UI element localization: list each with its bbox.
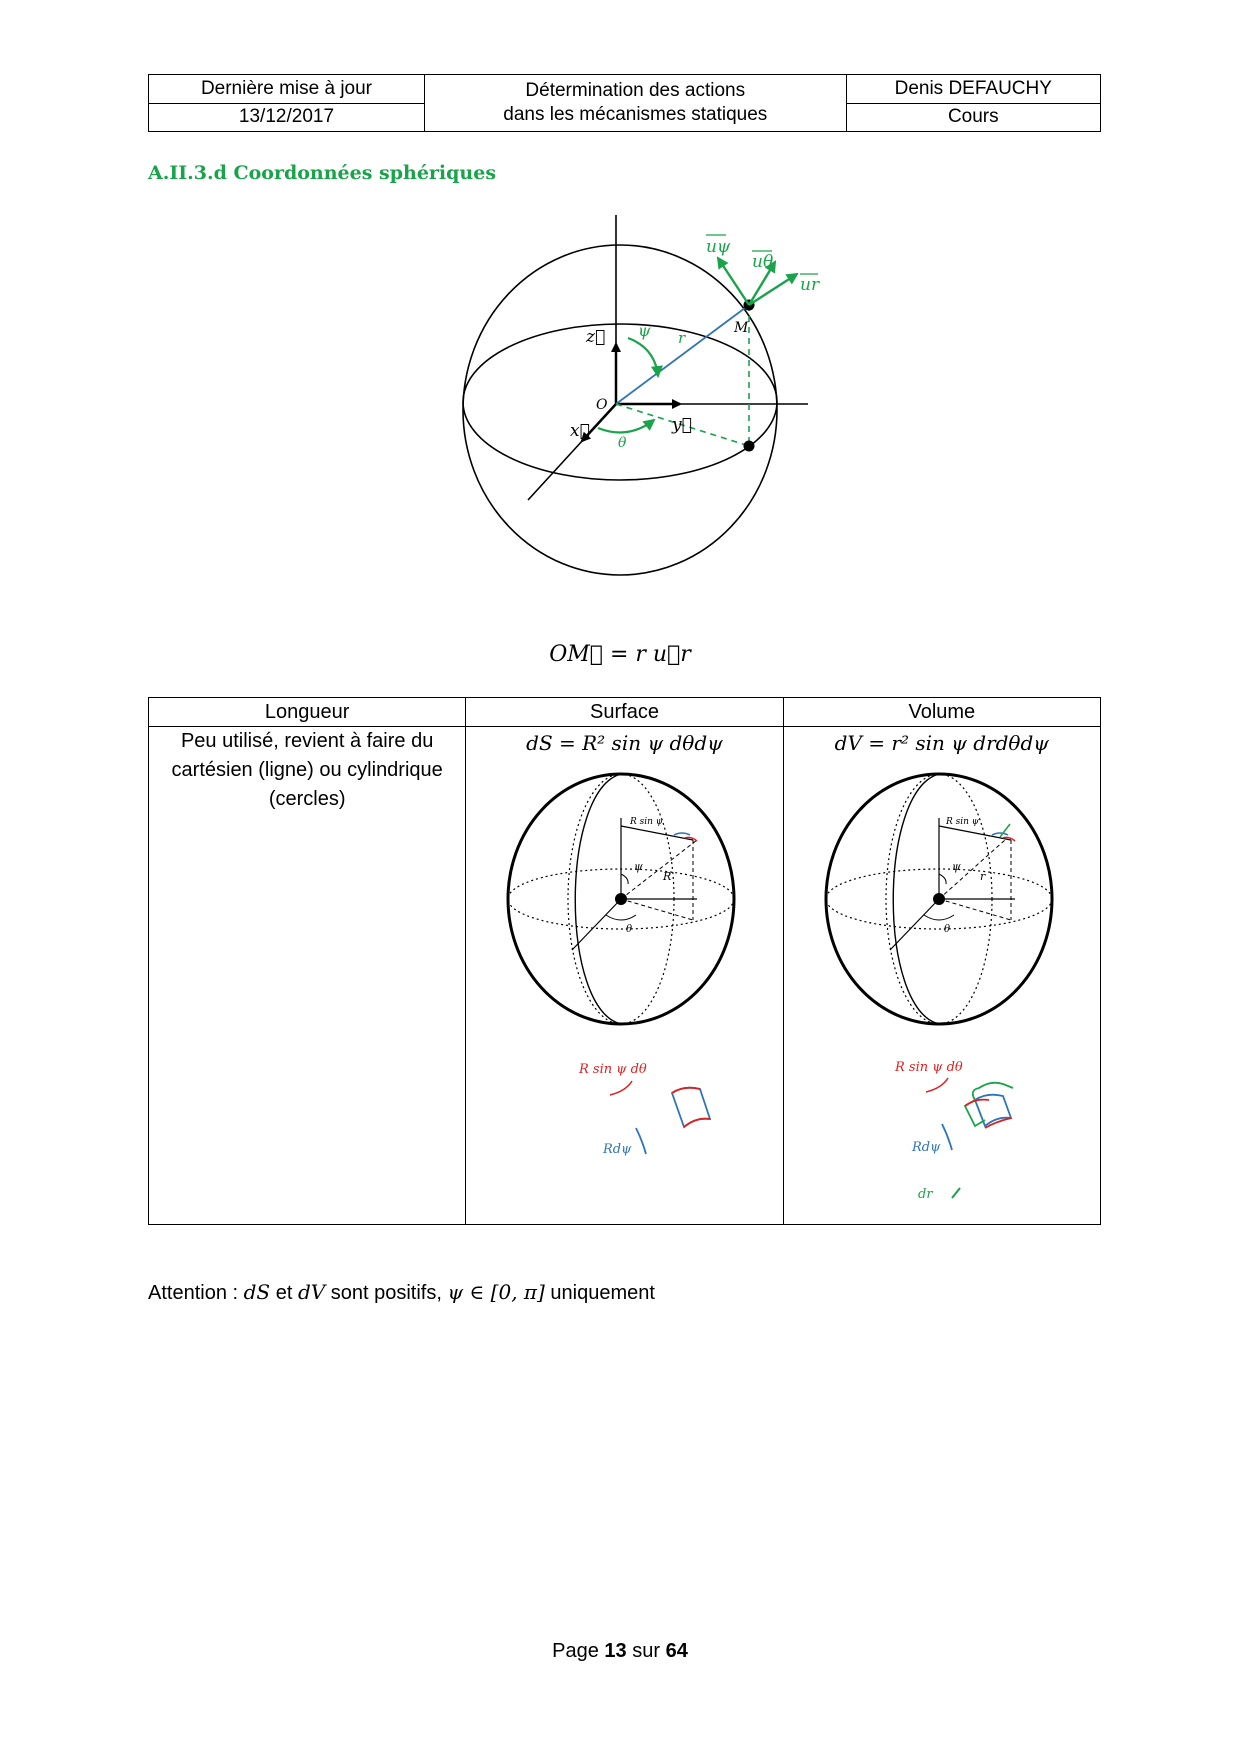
last-update-label: Dernière mise à jour (149, 75, 425, 104)
surface-theta-label: θ (626, 924, 633, 935)
title-line-1: Détermination des actions (525, 80, 746, 101)
document-type: Cours (846, 103, 1100, 132)
volume-cube (965, 1083, 1013, 1128)
m-label: M (734, 320, 749, 336)
volume-psi-label: ψ (952, 860, 961, 873)
psi-label: ψ (638, 321, 651, 340)
attention-note (148, 1280, 655, 1305)
surface-formula: dS = R² sin ψ dθdψ (526, 731, 723, 755)
surface-r-label: R (663, 870, 672, 883)
volume-theta-label: θ (944, 924, 951, 935)
x-label: x⃗ (570, 421, 590, 441)
origin-label: O (596, 397, 608, 413)
update-date: 13/12/2017 (149, 103, 425, 132)
attention-et: et (270, 1282, 298, 1304)
surface-dtheta-label: R sin ψ dθ (579, 1062, 647, 1077)
footer-of: sur (626, 1640, 666, 1662)
u-r-label: ur (800, 275, 820, 295)
author: Denis DEFAUCHY (846, 75, 1100, 104)
attention-prefix: Attention : (148, 1282, 244, 1304)
volume-rsinpsi-label: R sin ψ (946, 817, 979, 827)
section-title: A.II.3.d Coordonnées sphériques (148, 162, 497, 184)
page-footer (0, 1640, 1240, 1663)
attention-middle: sont positifs, (325, 1282, 448, 1304)
surface-psi-label: ψ (634, 860, 643, 873)
volume-dr-label: dr (918, 1187, 933, 1202)
surface-rsinpsi-label: R sin ψ (630, 817, 663, 827)
volume-r-label: r (980, 870, 986, 883)
title-line-2: dans les mécanismes statiques (503, 104, 768, 125)
header-surface: Surface (466, 698, 783, 727)
header-volume: Volume (783, 698, 1100, 727)
z-label: z⃗ (586, 327, 606, 347)
r-label: r (678, 329, 686, 347)
y-label: y⃗ (672, 415, 692, 435)
surface-dpsi-label: Rdψ (603, 1142, 632, 1157)
attention-suffix: uniquement (544, 1282, 655, 1304)
volume-front-meridian (893, 774, 939, 1024)
header-longueur: Longueur (149, 698, 466, 727)
u-psi-label: uψ (706, 237, 731, 257)
theta-label: θ (618, 435, 627, 451)
volume-center-dot (933, 893, 945, 905)
longueur-text: Peu utilisé, revient à faire du cartésien (ligne) ou cylindrique (cercles) (171, 730, 443, 810)
attention-range: ψ ∈ [0, π] (447, 1280, 545, 1304)
volume-dtheta-label: R sin ψ dθ (895, 1060, 963, 1075)
u-theta-label: uθ (752, 252, 774, 272)
om-formula: OM⃗ = r u⃗r (549, 642, 691, 667)
attention-dv: dV (297, 1280, 326, 1304)
footer-page-number: 13 (604, 1640, 627, 1662)
footer-total-pages: 64 (665, 1640, 688, 1662)
attention-ds: dS (243, 1280, 271, 1304)
volume-formula: dV = r² sin ψ drdθdψ (834, 731, 1049, 755)
footer-page-label: Page (552, 1640, 605, 1662)
volume-dpsi-label: Rdψ (912, 1140, 941, 1155)
